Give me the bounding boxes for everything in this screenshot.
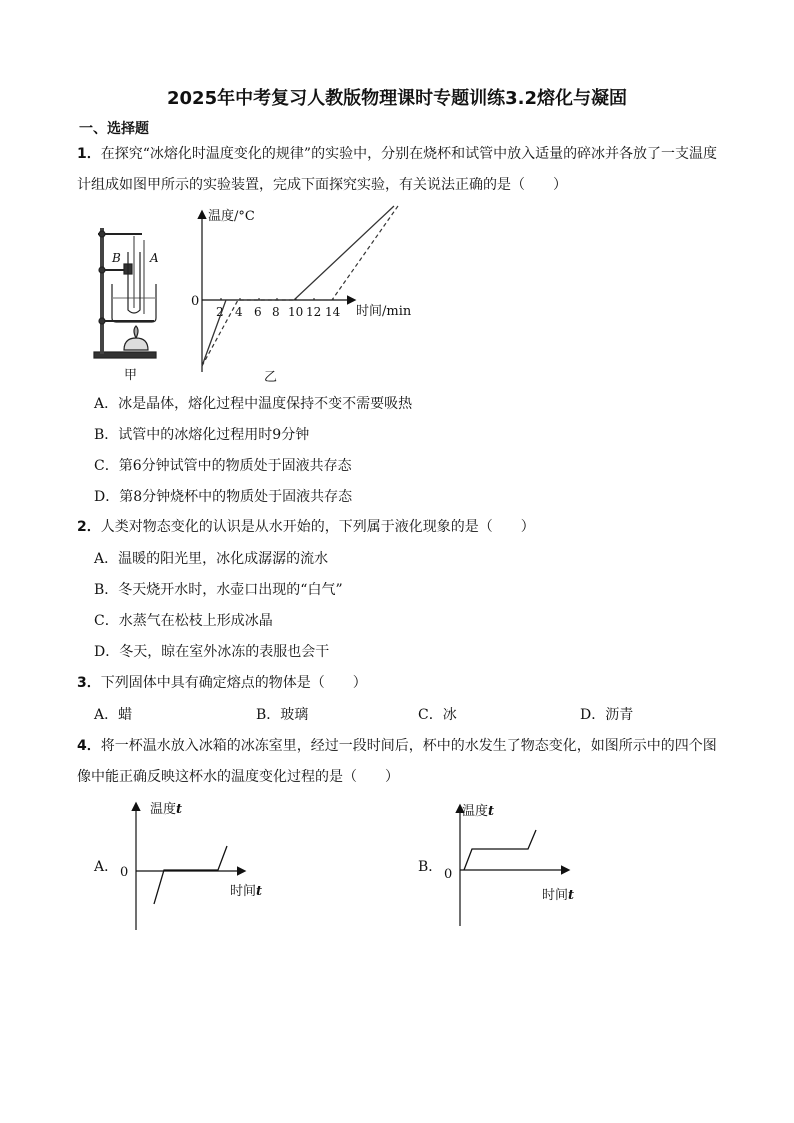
question-1-text-1: 在探究“冰熔化时温度变化的规律”的实验中，分别在烧杯和试管中放入适量的碎冰并各放了一支温度 [100,146,718,162]
question-2-option-c[interactable]: C．水蒸气在松枝上形成冰晶 [94,613,273,629]
section-heading: 一、选择题 [79,121,149,137]
question-4-option-a-label[interactable]: A． [94,859,119,875]
question-4-line-1 [77,736,717,756]
question-3-text: 下列固体中具有确定熔点的物体是（ ） [100,675,367,691]
question-4-option-b-label[interactable]: B． [418,859,443,875]
x-axis-label: 时间/min [356,304,412,319]
graph-a-xlabel: 时间 [230,884,257,899]
apparatus-figure [88,222,168,384]
melting-graph [186,200,426,380]
question-3-option-c[interactable]: C．冰 [418,707,457,723]
question-1-line-1 [77,144,717,164]
question-3-number: 3． [77,675,101,691]
question-3-option-b[interactable]: B．玻璃 [256,707,309,723]
tick-label: 4 [235,305,243,319]
origin-label: 0 [191,294,200,309]
question-1-option-a[interactable]: A．冰是晶体，熔化过程中温度保持不变不需要吸热 [94,396,413,412]
question-4-text-1: 将一杯温水放入冰箱的冰冻室里，经过一段时间后，杯中的水发生了物态变化，如图所示中的四个图 [100,738,717,754]
graph-b[interactable] [438,800,608,930]
tick-label: 2 [216,305,224,319]
question-1-text-2: 计组成如图甲所示的实验装置，完成下面探究实验，有关说法正确的是（ ） [77,177,567,193]
label-b: B [112,251,121,265]
graph-a-curve [154,846,227,904]
beaker-curve [202,206,394,366]
question-2-number: 2． [77,519,101,535]
question-2-line [77,517,535,537]
figure-jia-caption: 甲 [124,368,138,383]
question-3-line [77,673,367,693]
tick-labels [216,305,341,319]
question-2-option-b[interactable]: B．冬天烧开水时，水壶口出现的“白气” [94,582,343,598]
graph-a-xvar: t [256,884,263,899]
tick-label: 12 [306,305,322,319]
graph-b-curve [464,830,536,870]
question-2-text: 人类对物态变化的认识是从水开始的，下列属于液化现象的是（ ） [100,519,535,535]
question-1-option-c[interactable]: C．第6分钟试管中的物质处于固液共存态 [94,458,352,474]
graph-a-yvar: t [176,802,183,817]
graph-b-origin: 0 [444,867,453,882]
label-a: A [150,251,159,265]
question-1-option-b[interactable]: B．试管中的冰熔化过程用时9分钟 [94,427,310,443]
graph-b-xlabel: 时间 [542,888,569,903]
question-2-option-d[interactable]: D．冬天，晾在室外冰冻的表服也会干 [94,644,330,660]
question-2-option-a[interactable]: A．温暖的阳光里，冰化成潺潺的流水 [94,551,329,567]
question-4-text-2: 像中能正确反映这杯水的温度变化过程的是（ ） [77,769,399,785]
svg-text:时间t [230,883,262,899]
question-3-option-d[interactable]: D．沥青 [580,707,634,723]
tick-label: 10 [288,305,304,319]
tick-label: 14 [325,305,341,319]
tick-label: 6 [254,305,262,319]
tick-label: 8 [272,305,280,319]
y-axis-label: 温度/°C [208,209,255,224]
question-1-option-d[interactable]: D．第8分钟烧杯中的物质处于固液共存态 [94,489,353,505]
question-1-number: 1． [77,146,101,162]
graph-a-ylabel: 温度 [150,802,177,817]
graph-b-yvar: t [488,804,495,819]
graph-a-origin: 0 [120,865,129,880]
svg-text:时间t [542,887,574,903]
graph-b-xvar: t [568,888,575,903]
graph-b-ylabel: 温度 [462,804,489,819]
question-3-option-a[interactable]: A．蜡 [94,707,133,723]
figure-yi-caption: 乙 [264,370,278,385]
svg-text:温度t [150,801,182,817]
page-title: 2025年中考复习人教版物理课时专题训练3.2熔化与凝固 [167,88,627,109]
question-4-number: 4． [77,738,101,754]
graph-a[interactable] [114,798,284,934]
svg-text:温度t [462,803,494,819]
